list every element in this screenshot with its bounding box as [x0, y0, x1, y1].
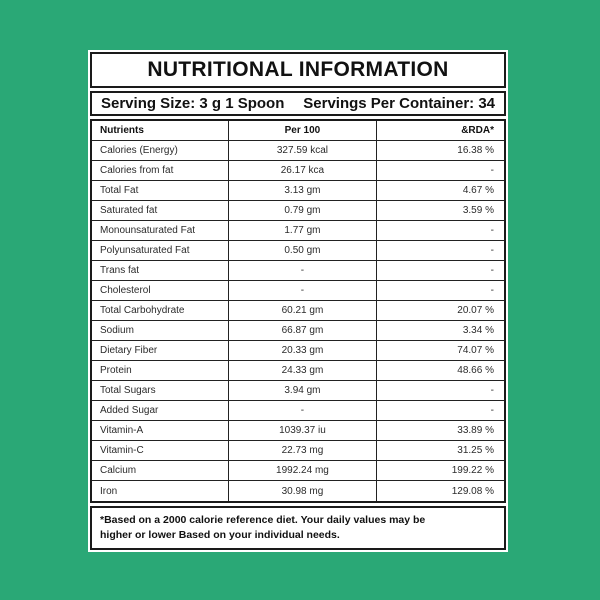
- nutrient-name-cell: Total Sugars: [92, 381, 229, 400]
- per100-value-cell: -: [229, 281, 377, 300]
- nutrient-name-cell: Polyunsaturated Fat: [92, 241, 229, 260]
- nutrient-name-cell: Total Carbohydrate: [92, 301, 229, 320]
- table-row: [92, 381, 504, 401]
- footnote-line-2: higher or lower Based on your individual needs.: [100, 529, 340, 542]
- rda-value-cell: 4.67 %: [462, 185, 494, 196]
- header-rda: &RDA*: [461, 125, 494, 136]
- rda-value-cell: -: [490, 405, 494, 416]
- rda-value-cell: 3.34 %: [462, 325, 494, 336]
- footnote-box: [90, 506, 506, 550]
- rda-value-cell: 129.08 %: [451, 485, 494, 497]
- nutrient-name-cell: Dietary Fiber: [92, 341, 229, 360]
- per100-value-cell: 0.79 gm: [229, 201, 377, 220]
- per100-value-cell: -: [229, 401, 377, 420]
- rda-value-cell: -: [490, 285, 494, 296]
- rda-value-cell: -: [490, 265, 494, 276]
- nutrition-table: [90, 119, 506, 503]
- table-row: [92, 201, 504, 221]
- footnote-line-1: *Based on a 2000 calorie reference diet. Your daily values may be: [100, 514, 426, 526]
- per100-value-cell: 0.50 gm: [229, 241, 377, 260]
- rda-value-cell: 48.66 %: [457, 365, 494, 376]
- per100-value-cell: 60.21 gm: [229, 301, 377, 320]
- per100-value-cell: 30.98 mg: [229, 481, 377, 501]
- header-per100: Per 100: [229, 121, 377, 140]
- table-row: [92, 461, 504, 481]
- rda-value-cell: 31.25 %: [457, 445, 494, 456]
- table-row: [92, 321, 504, 341]
- nutrient-name-cell: Trans fat: [92, 261, 229, 280]
- table-row: [92, 241, 504, 261]
- per100-value-cell: 66.87 gm: [229, 321, 377, 340]
- nutrition-label-card: [88, 50, 508, 552]
- rda-value-cell: 20.07 %: [457, 305, 494, 316]
- serving-info-bar: [90, 91, 506, 116]
- table-row: [92, 301, 504, 321]
- nutrient-name-cell: Added Sugar: [92, 401, 229, 420]
- per100-value-cell: 3.13 gm: [229, 181, 377, 200]
- nutrient-name-cell: Saturated fat: [92, 201, 229, 220]
- nutrient-name-cell: Vitamin-A: [92, 421, 229, 440]
- rda-value-cell: 33.89 %: [457, 425, 494, 436]
- page-title: NUTRITIONAL INFORMATION: [147, 58, 449, 81]
- table-header-row: [92, 121, 504, 141]
- nutrient-name-cell: Total Fat: [92, 181, 229, 200]
- table-body: [92, 141, 504, 501]
- header-nutrients: Nutrients: [92, 121, 229, 140]
- table-row: [92, 181, 504, 201]
- table-row: [92, 481, 504, 501]
- table-row: [92, 221, 504, 241]
- per100-value-cell: 327.59 kcal: [229, 141, 377, 160]
- nutrient-name-cell: Calcium: [92, 461, 229, 480]
- per100-value-cell: -: [229, 261, 377, 280]
- nutrient-name-cell: Sodium: [92, 321, 229, 340]
- nutrient-name-cell: Monounsaturated Fat: [92, 221, 229, 240]
- serving-size-text: Serving Size: 3 g 1 Spoon: [101, 95, 285, 112]
- table-row: [92, 441, 504, 461]
- per100-value-cell: 1.77 gm: [229, 221, 377, 240]
- per100-value-cell: 24.33 gm: [229, 361, 377, 380]
- table-row: [92, 161, 504, 181]
- title-box: [90, 52, 506, 88]
- rda-value-cell: -: [490, 225, 494, 236]
- table-row: [92, 281, 504, 301]
- nutrient-name-cell: Calories from fat: [92, 161, 229, 180]
- per100-value-cell: 22.73 mg: [229, 441, 377, 460]
- nutrient-name-cell: Protein: [92, 361, 229, 380]
- rda-value-cell: 199.22 %: [451, 465, 494, 476]
- servings-per-container-text: Servings Per Container: 34: [303, 95, 495, 112]
- per100-value-cell: 26.17 kca: [229, 161, 377, 180]
- table-row: [92, 141, 504, 161]
- per100-value-cell: 20.33 gm: [229, 341, 377, 360]
- nutrient-name-cell: Vitamin-C: [92, 441, 229, 460]
- rda-value-cell: -: [490, 385, 494, 396]
- table-row: [92, 261, 504, 281]
- nutrient-name-cell: Calories (Energy): [92, 141, 229, 160]
- table-row: [92, 421, 504, 441]
- nutrient-name-cell: Cholesterol: [92, 281, 229, 300]
- rda-value-cell: -: [490, 165, 494, 176]
- table-row: [92, 341, 504, 361]
- per100-value-cell: 3.94 gm: [229, 381, 377, 400]
- rda-value-cell: 3.59 %: [462, 205, 494, 216]
- rda-value-cell: 74.07 %: [457, 345, 494, 356]
- nutrient-name-cell: Iron: [92, 481, 229, 501]
- rda-value-cell: -: [490, 245, 494, 256]
- per100-value-cell: 1039.37 iu: [229, 421, 377, 440]
- per100-value-cell: 1992.24 mg: [229, 461, 377, 480]
- table-row: [92, 361, 504, 381]
- table-row: [92, 401, 504, 421]
- rda-value-cell: 16.38 %: [457, 145, 494, 156]
